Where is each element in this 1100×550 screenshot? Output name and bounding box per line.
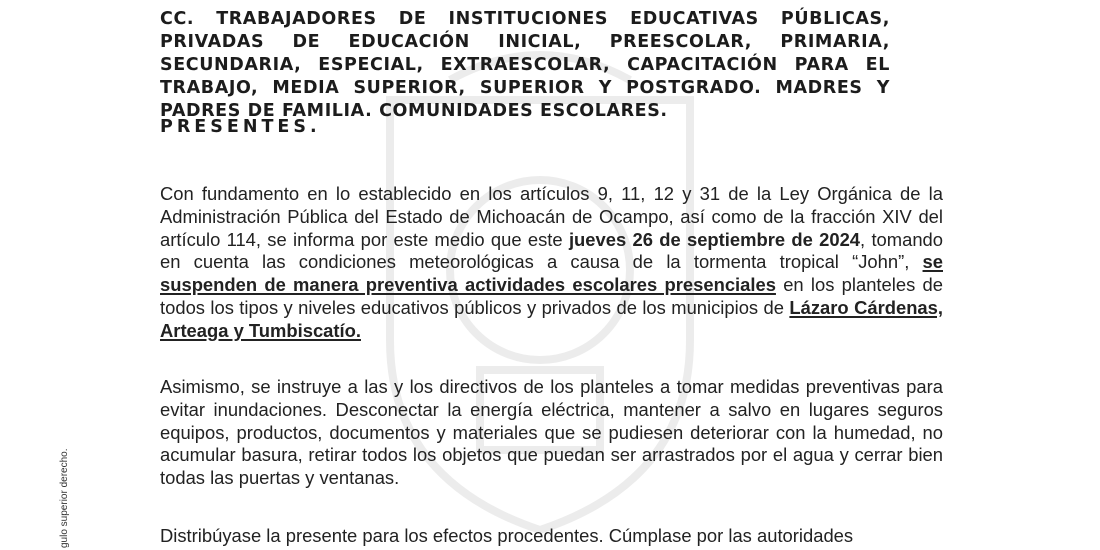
instructions-paragraph: Asimismo, se instruye a las y los directivos de los planteles a tomar medidas preventivas para evitar inundaciones. Desconectar la energía eléctrica, mantener a salvo en lugares seguros equipos, productos, documentos y materiales que se pudiesen deteriorar con la humedad, no acumular basura, retirar todos los objetos que puedan ser arrastrados por el agua y cerrar bien todas las puertas y ventanas. (160, 376, 943, 489)
scope-text: en los planteles de todos los tipos y niveles educativos públicos y privados de los municipios de (160, 274, 943, 318)
notice-paragraph (160, 183, 943, 343)
recipients-heading: CC. TRABAJADORES DE INSTITUCIONES EDUCATIVAS PÚBLICAS, PRIVADAS DE EDUCACIÓN INICIAL, PREESCOLAR, PRIMARIA, SECUNDARIA, ESPECIAL, EXTRAESCOLAR, CAPACITACIÓN PARA EL TRABAJO, MEDIA SUPERIOR, SUPERIOR Y POSTGRADO. MADRES Y PADRES DE FAMILIA. COMUNIDADES ESCOLARES. (160, 9, 890, 121)
greeting-heading: PRESENTES. (160, 117, 321, 137)
distribution-paragraph: Distribúyase la presente para los efectos procedentes. Cúmplase por las autoridades (160, 525, 854, 546)
suspension-statement: se suspenden de manera preventiva actividades escolares presenciales (160, 251, 943, 296)
municipalities-list: Lázaro Cárdenas, Arteaga y Tumbiscatío. (160, 296, 943, 341)
suspension-date: jueves 26 de septiembre de 2024 (568, 228, 861, 250)
weather-reason-text: , tomando en cuenta las condiciones meteorológicas a causa de la tormenta tropical “John”, (160, 228, 944, 273)
side-margin-note: gulo superior derecho. (59, 448, 70, 548)
legal-basis-text: Con fundamento en lo establecido en los artículos 9, 11, 12 y 31 de la Ley Orgánica de la Administración Pública del Estado de Michoacán de Ocampo, así como de la fracción XIV del artículo 114, se informa por este medio que este (160, 183, 943, 250)
